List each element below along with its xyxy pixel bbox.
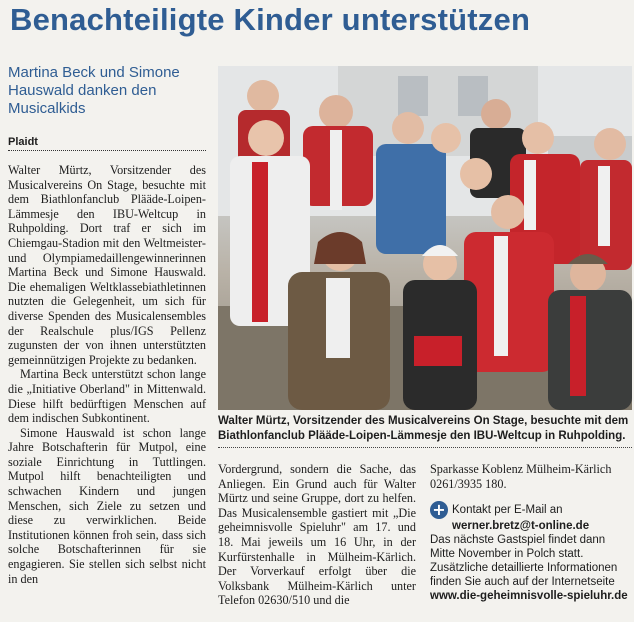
paragraph-3: Simone Hauswald ist schon lange Jahre Botschafterin für Mutpol, eine soziale Einrichtung in Tuttlingen. Mutpol hilft benachteiligten und schwachen Kindern und jungen Menschen, sich Ziele zu setzen und diese zu verwirklichen. Beide Institutionen können froh sein, dass sich solche Botschafterinnen für sie engagieren. Sie stellen sich selbst nicht in den: [8, 425, 206, 586]
contact-email[interactable]: werner.bretz@t-online.de: [452, 520, 590, 533]
headline: Benachteiligte Kinder unterstützen: [10, 2, 531, 37]
contact-box: [430, 501, 628, 603]
subheadline: Martina Beck und Simone Hauswald danken den Musicalkids: [8, 64, 180, 117]
paragraph-2: Martina Beck unterstützt schon lange die „Initiative Oberland" in Mittenwald. Diese hilft bedürftigen Menschen auf dem indischen Subkontinent.: [8, 367, 206, 426]
article-column-1: [8, 163, 206, 586]
website-link[interactable]: www.die-geheimnisvolle-spieluhr.de: [430, 590, 628, 603]
contact-label-line: [430, 501, 628, 519]
dateline: Plaidt: [8, 136, 206, 151]
article-column-3: [430, 462, 628, 603]
paragraph-1: Walter Mürtz, Vorsitzender des Musicalvereins On Stage, besuchte mit dem Biathlonfanclub Plääde-Loipen-Lämmesje den IBU-Weltcup in Ruhpolding. Dort traf er sich im Chiemgau-Stadion mit den Weltmeister- und Olympiamedaillengewinnerinnen Martina Beck und Simone Hauswald. Die ehemaligen Weltklassebiathletinnen nutzten die Gelegenheit, um sich für diverse Spenden des Musicalensembles der Realschule plus/IGS Pellenz zugunsten der von ihnen unterstützten gemeinnützigen Projekte zu bedanken.: [8, 163, 206, 367]
contact-label: Kontakt per E-Mail an: [452, 504, 563, 517]
plus-icon: +: [430, 501, 448, 519]
group-photo: [218, 66, 632, 410]
paragraph-5: Sparkasse Koblenz Mülheim-Kärlich 0261/3935 180.: [430, 462, 612, 491]
photo-caption: Walter Mürtz, Vorsitzender des Musicalvereins On Stage, besuchte mit dem Biathlonfanclub Plääde-Loipen-Lämmesje den IBU-Weltcup in Ruhpolding.: [218, 414, 632, 448]
more-info: Zusätzliche detaillierte Informationen finden Sie auch auf der Internetseite: [430, 562, 618, 589]
group-photo-illustration: [218, 66, 632, 410]
paragraph-4: Vordergrund, sondern die Sache, das Anliegen. Ein Grund auch für Walter Mürtz und seine Gruppe, dort zu helfen. Das Musicalensemble gastiert mit „Die geheimnisvolle Spieluhr" am 17. und 18. Mai jeweils um 16 Uhr, in der Kurfürstenhalle in Mülheim-Kärlich. Der Vorverkauf erfolgt über die Volksbank Mülheim-Kärlich unter Telefon 02630/510 und die: [218, 462, 416, 608]
article-column-2: [218, 462, 416, 608]
next-show: Das nächste Gastspiel findet dann Mitte November in Polch statt.: [430, 534, 606, 561]
